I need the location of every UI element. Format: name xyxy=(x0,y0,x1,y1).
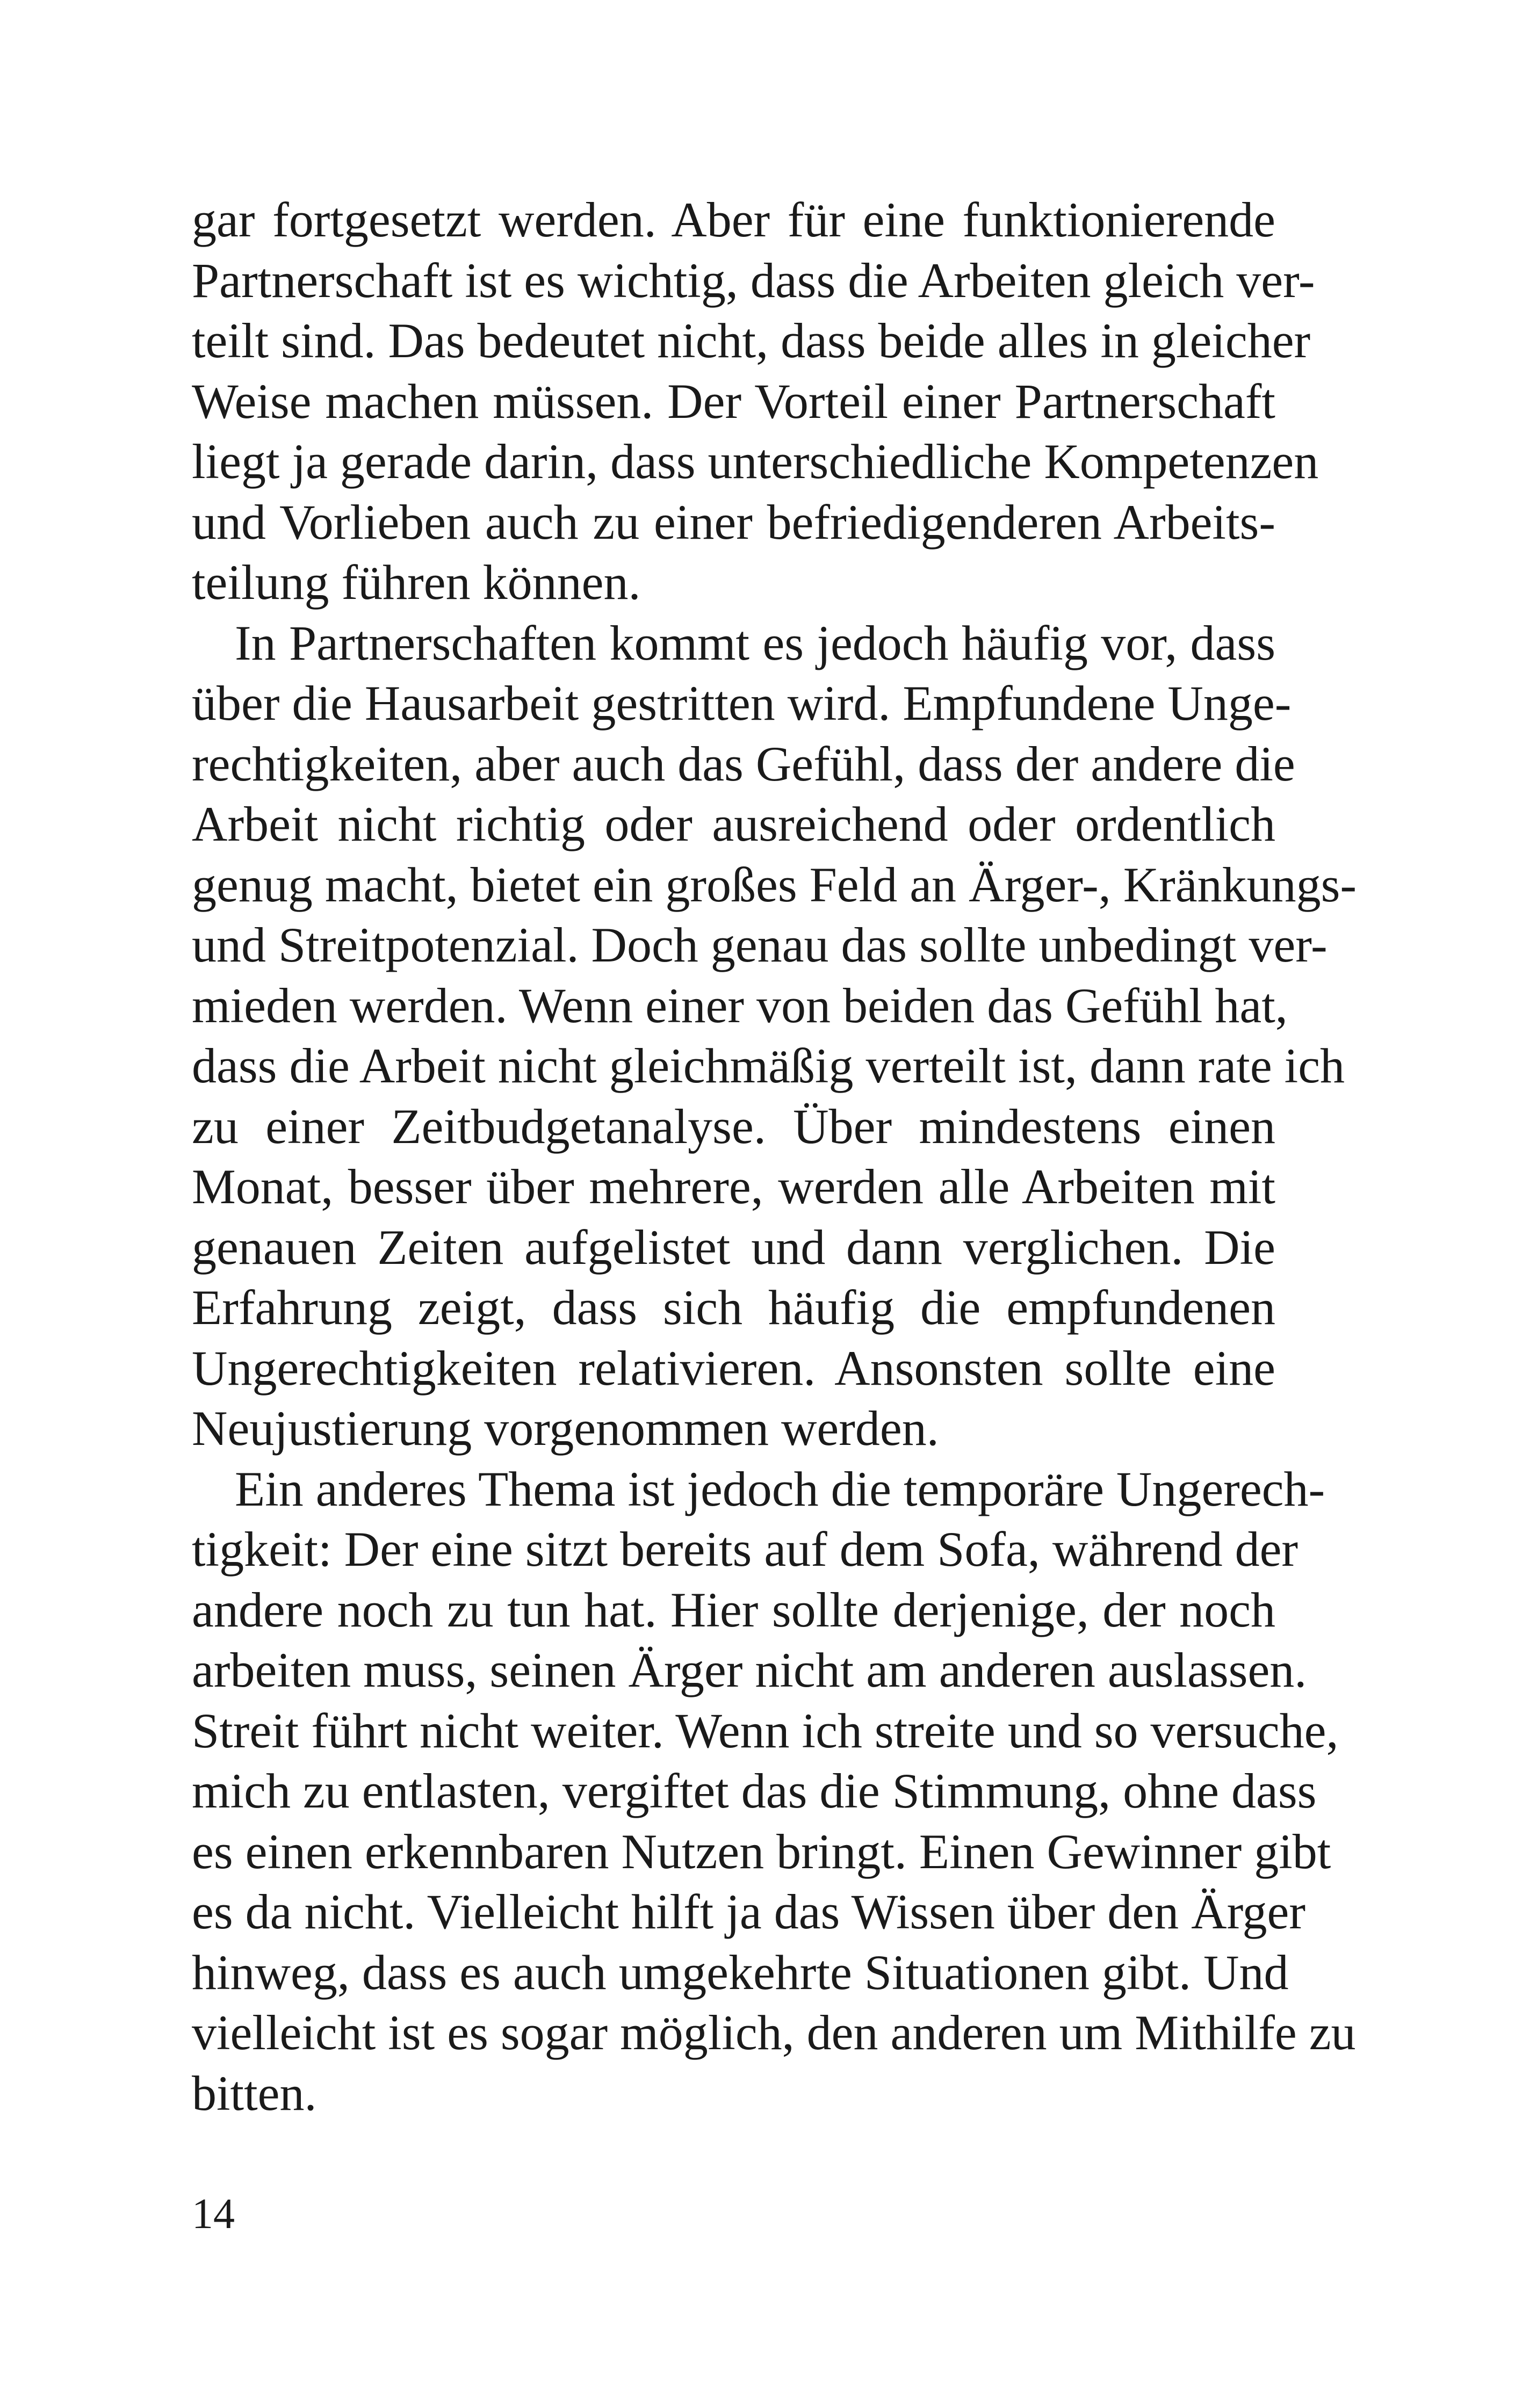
text-line: Streit führt nicht weiter. Wenn ich streite und so versuche, xyxy=(192,1703,1339,1758)
text-line: Erfahrung zeigt, dass sich häufig die empfundenen xyxy=(192,1280,1275,1335)
text-line: vielleicht ist es sogar möglich, den anderen um Mithilfe zu xyxy=(192,2005,1356,2060)
text-line: genauen Zeiten aufgelistet und dann verglichen. Die xyxy=(192,1219,1275,1275)
text-line: tigkeit: Der eine sitzt bereits auf dem Sofa, während der xyxy=(192,1522,1299,1577)
text-line: Partnerschaft ist es wichtig, dass die Arbeiten gleich ver- xyxy=(192,252,1315,308)
text-line: mieden werden. Wenn einer von beiden das Gefühl hat, xyxy=(192,978,1288,1033)
text-line: und Streitpotenzial. Doch genau das sollte unbedingt ver- xyxy=(192,917,1328,972)
text-line: zu einer Zeitbudgetanalyse. Über mindestens einen xyxy=(192,1098,1275,1154)
text-line: In Partnerschaften kommt es jedoch häufig vor, dass xyxy=(235,615,1275,670)
text-line: Arbeit nicht richtig oder ausreichend oder ordentlich xyxy=(192,797,1275,851)
text-line: es da nicht. Vielleicht hilft ja das Wissen über den Ärger xyxy=(192,1884,1306,1939)
text-line: liegt ja gerade darin, dass unterschiedliche Kompetenzen xyxy=(192,434,1319,489)
text-line: bitten. xyxy=(192,2065,317,2121)
text-line: arbeiten muss, seinen Ärger nicht am anderen auslassen. xyxy=(192,1643,1307,1697)
body-text xyxy=(192,190,1357,2123)
text-line: teilt sind. Das bedeutet nicht, dass beide alles in gleicher xyxy=(192,313,1311,368)
text-line: dass die Arbeit nicht gleichmäßig verteilt ist, dann rate ich xyxy=(192,1038,1345,1093)
text-line: Neujustierung vorgenommen werden. xyxy=(192,1401,939,1456)
text-line: Weise machen müssen. Der Vorteil einer Partnerschaft xyxy=(192,373,1275,429)
text-line: rechtigkeiten, aber auch das Gefühl, dass der andere die xyxy=(192,736,1295,791)
paragraph xyxy=(192,190,1319,613)
paragraph xyxy=(192,613,1357,1459)
text-line: gar fortgesetzt werden. Aber für eine funktionierende xyxy=(192,192,1275,247)
text-line: hinweg, dass es auch umgekehrte Situationen gibt. Und xyxy=(192,1944,1289,2000)
text-line: teilung führen können. xyxy=(192,555,641,610)
paragraph xyxy=(192,1459,1356,2124)
text-line: Monat, besser über mehrere, werden alle Arbeiten mit xyxy=(192,1159,1275,1214)
text-line: Ungerechtigkeiten relativieren. Ansonsten sollte eine xyxy=(192,1340,1275,1395)
text-line: über die Hausarbeit gestritten wird. Empfundene Unge- xyxy=(192,676,1292,731)
text-line: genug macht, bietet ein großes Feld an Ärger-, Kränkungs- xyxy=(192,857,1357,912)
page-number: 14 xyxy=(192,2190,235,2238)
text-line: es einen erkennbaren Nutzen bringt. Einen Gewinner gibt xyxy=(192,1824,1331,1879)
text-line: mich zu entlasten, vergiftet das die Stimmung, ohne dass xyxy=(192,1763,1317,1818)
text-line: Ein anderes Thema ist jedoch die temporäre Ungerech- xyxy=(235,1461,1325,1516)
text-line: andere noch zu tun hat. Hier sollte derjenige, der noch xyxy=(192,1582,1275,1637)
text-line: und Vorlieben auch zu einer befriedigenderen Arbeits- xyxy=(192,494,1275,549)
